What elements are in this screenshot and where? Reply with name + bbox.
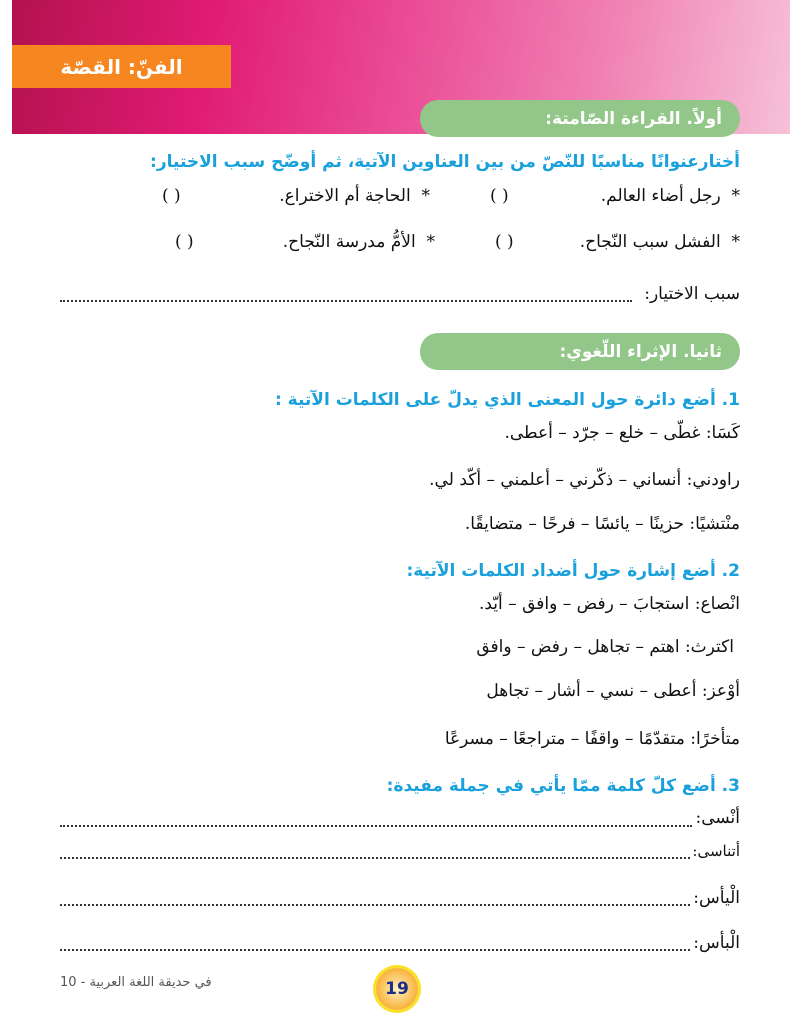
q2-heading: 2. أضع إشارة حول أضداد الكلمات الآتية: (406, 561, 740, 581)
q1-line-2[interactable]: راودني: أنساني – ذكّرني – أعلمني – أكّد لي. (429, 470, 740, 490)
option-4[interactable] (283, 232, 435, 252)
option-1[interactable] (601, 186, 740, 206)
option-2-box[interactable]: ( ) (162, 186, 181, 206)
q3-word-4: الْبأس: (693, 933, 740, 953)
reason-answer-line[interactable] (60, 300, 632, 302)
genre-tab: الفنّ: القصّة (12, 45, 231, 88)
option-1-box[interactable]: ( ) (490, 186, 509, 206)
q1-heading: 1. أضع دائرة حول المعنى الذي يدلّ على الكلمات الآتية : (274, 390, 740, 410)
q3-word-2: أتناسى: (692, 842, 740, 860)
option-text: الفشل سبب النّجاح. (579, 232, 721, 252)
option-4-box[interactable]: ( ) (175, 232, 194, 252)
section1-instruction: أختارعنوانًا مناسبًا للنّصّ من بين العناوين الآتية، ثم أوضّح سبب الاختيار: (150, 152, 740, 172)
bullet: * (731, 232, 740, 252)
q3-word-3: الْيأس: (693, 888, 740, 908)
option-3-box[interactable]: ( ) (495, 232, 514, 252)
page-number-badge: 19 (376, 968, 418, 1010)
q2-line-3[interactable]: أوْعز: أعطى – نسي – أشار – تجاهل (486, 681, 740, 701)
q3-heading: 3. أضع كلّ كلمة ممّا يأتي في جملة مفيدة: (386, 776, 740, 796)
q2-line-1[interactable]: انْصاع: استجابَ – رفض – وافق – أيّد. (478, 594, 740, 614)
option-3[interactable] (580, 232, 740, 252)
q3-answer-line-2[interactable] (60, 857, 690, 859)
q1-line-3[interactable]: منْتشيًا: حزينًا – يائسًا – فرحًا – متضايقًا. (464, 514, 740, 534)
book-title: في حديقة اللغة العربية - 10 (60, 975, 212, 990)
section1-title: أولاً. القراءة الصّامتة: (420, 100, 740, 137)
option-2[interactable] (279, 186, 430, 206)
option-text: الأمُّ مدرسة النّجاح. (282, 232, 416, 252)
q2-line-4[interactable]: متأخرًا: متقدّمًا – واقفًا – متراجعًا – مسرعًا (444, 729, 740, 749)
reason-label: سبب الاختيار: (644, 284, 740, 304)
bullet: * (426, 232, 435, 252)
q3-answer-line-3[interactable] (60, 904, 690, 906)
bullet: * (421, 186, 430, 206)
q3-answer-line-1[interactable] (60, 825, 692, 827)
q3-word-1: أنْسى: (695, 808, 740, 828)
q3-answer-line-4[interactable] (60, 949, 690, 951)
q1-line-1[interactable]: كَسَا: غطّى – خلع – جرّد – أعطى. (504, 423, 740, 443)
option-text: الحاجة أم الاختراع. (279, 186, 411, 206)
section2-title: ثانيا. الإثراء اللّغوي: (420, 333, 740, 370)
option-text: رجل أضاء العالم. (600, 186, 721, 206)
bullet: * (731, 186, 740, 206)
q2-line-2[interactable]: اكترث: اهتم – تجاهل – رفض – وافق (476, 637, 734, 657)
